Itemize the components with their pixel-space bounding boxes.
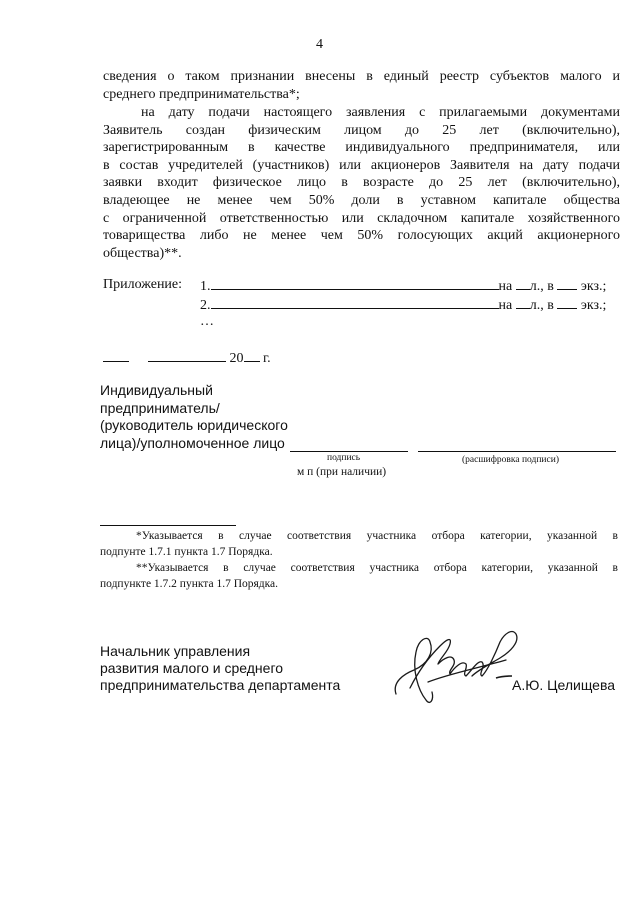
footnote-line: *Указывается в случае соответствия участника отбора категории, указанной в	[136, 530, 618, 542]
appendix-item-na: на	[498, 279, 513, 294]
official-title	[100, 643, 340, 694]
paragraph-young-entrepreneur	[103, 104, 620, 262]
appendix-item-number: 2.	[200, 298, 211, 313]
appendix-item-copies-label: экз.;	[580, 298, 607, 313]
appendix-ellipsis: …	[200, 314, 214, 329]
appendix-item-sheets-label: л., в	[529, 298, 554, 313]
signer-title-line: Индивидуальный	[100, 382, 213, 398]
paragraph-line: сведения о таком признании внесены в единый реестр субъектов малого и	[103, 69, 620, 84]
appendix-item-na: на	[498, 298, 513, 313]
footnote-line: подпунте 1.7.1 пункта 1.7 Порядка.	[100, 545, 273, 558]
appendix-item-copies-label: экз.;	[580, 279, 607, 294]
signature-decode-caption: (расшифровка подписи)	[462, 455, 559, 465]
date-month-blank[interactable]	[148, 348, 226, 362]
official-title-line: развития малого и среднего	[100, 660, 284, 676]
paragraph-line: владеющее не менее чем 50% доли в уставном капитале общества	[103, 192, 620, 208]
appendix-item-copies-blank[interactable]	[557, 276, 577, 290]
signature-tail-stroke	[496, 676, 512, 678]
paragraph-line: на дату подачи настоящего заявления с прилагаемыми документами	[141, 105, 620, 120]
date-year-prefix: 20	[229, 351, 244, 366]
official-title-line: Начальник управления	[100, 643, 251, 659]
signature-decode-line[interactable]	[418, 451, 616, 452]
official-name: А.Ю. Целищева	[512, 677, 616, 693]
signer-title	[100, 382, 288, 452]
date-year-blank[interactable]	[244, 348, 260, 362]
appendix-item	[200, 295, 606, 314]
paragraph-line: зарегистрированным в качестве индивидуального предпринимателя, или	[103, 140, 620, 156]
signer-title-line: (руководитель юридического	[100, 417, 288, 433]
appendix-item-sheets-blank[interactable]	[516, 295, 530, 309]
handwritten-signature	[388, 612, 528, 710]
appendix-item	[200, 276, 606, 295]
paragraph-line: с ограниченной ответственностью или складочном капитале хозяйственного	[103, 210, 620, 226]
date-year-suffix: г.	[263, 351, 271, 366]
paragraph-line: заявки входит физическое лицо в возрасте до 25 лет (включительно),	[103, 175, 620, 191]
date-line	[103, 348, 271, 367]
stamp-caption: м п (при наличии)	[297, 466, 387, 478]
footnote-line: подпункте 1.7.2 пункта 1.7 Порядка.	[100, 577, 279, 590]
signer-title-line: предприниматель/	[100, 399, 220, 416]
date-day-blank[interactable]	[103, 348, 129, 362]
footnote-1	[100, 529, 618, 560]
paragraph-line: Заявитель создан физическим лицом до 25 лет (включительно),	[103, 122, 620, 138]
appendix-item-number: 1.	[200, 279, 211, 294]
appendix-item-copies-blank[interactable]	[557, 295, 577, 309]
signer-title-line: лица)/уполномоченное лицо	[100, 434, 285, 451]
footnote-line: **Указывается в случае соответствия участника отбора категории, указанной в	[136, 562, 618, 574]
appendix-item-sheets-label: л., в	[529, 279, 554, 294]
official-title-line: предпринимательства департамента	[100, 677, 341, 693]
signature-caption: подпись	[327, 453, 361, 463]
appendix-item-sheets-blank[interactable]	[516, 276, 530, 290]
footnote-separator	[100, 525, 236, 526]
footnote-2	[100, 561, 618, 592]
paragraph-line: среднего предпринимательства*;	[103, 86, 300, 102]
appendix-label: Приложение:	[103, 277, 183, 292]
page-number: 4	[316, 37, 323, 52]
appendix-item-name-blank[interactable]	[211, 295, 499, 309]
appendix-item-name-blank[interactable]	[211, 276, 499, 290]
paragraph-line: в состав учредителей (участников) или акционеров Заявителя на дату подачи	[103, 157, 620, 173]
paragraph-line: общества)**.	[103, 245, 182, 261]
paragraph-line: товарищества либо не менее чем 50% голосующих акций акционерного	[103, 228, 620, 244]
paragraph-registry	[103, 68, 620, 103]
